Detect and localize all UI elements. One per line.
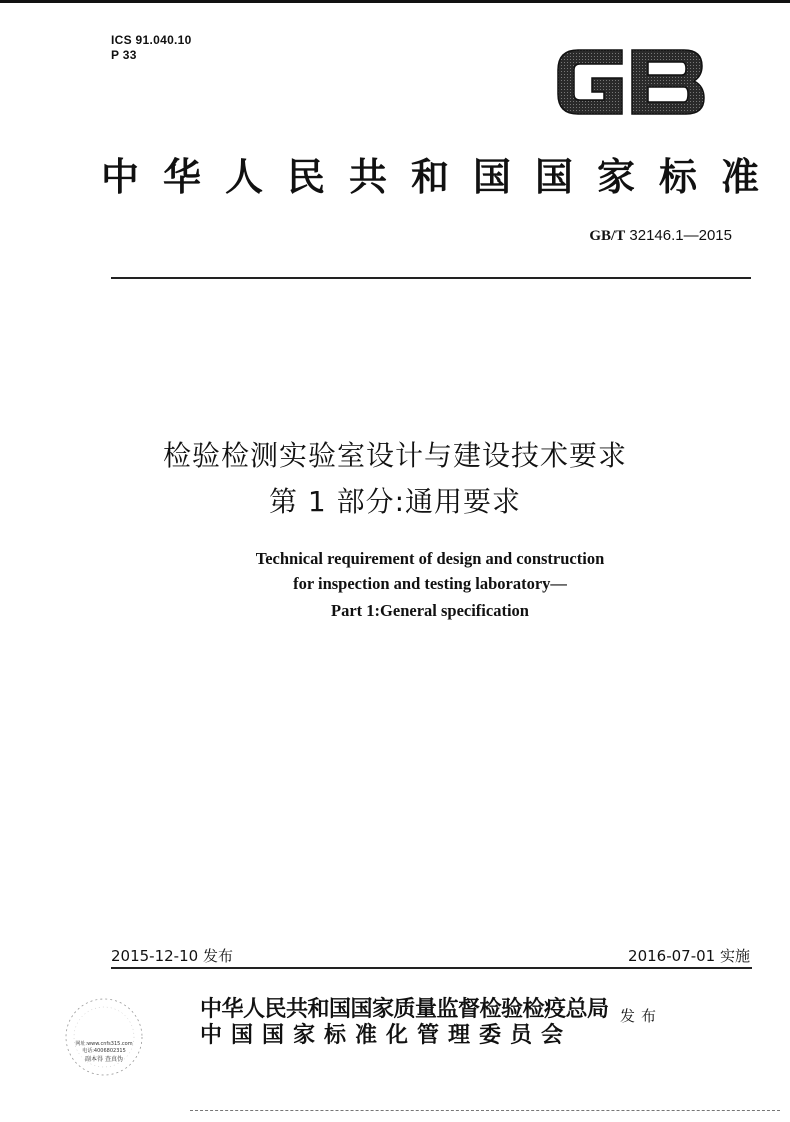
title-char: 准 <box>720 153 759 199</box>
header-divider <box>111 277 751 279</box>
title-char: 中 <box>100 153 139 199</box>
english-title-line2: for inspection and testing laboratory— <box>293 574 567 593</box>
title-char: 共 <box>348 153 387 199</box>
stamp-phone: 电话:4006802315 <box>82 1048 126 1054</box>
issuer-sac: 中国国家标准化管理委员会 <box>200 1022 573 1048</box>
standard-code: 32146.1—2015 <box>629 227 732 244</box>
chinese-title-line1: 检验检测实验室设计与建设技术要求 <box>162 439 627 472</box>
english-title-line1: Technical requirement of design and construction <box>255 549 605 568</box>
ccs-code: P 33 <box>111 48 137 62</box>
footer-divider <box>111 967 752 969</box>
standard-prefix: GB/T <box>589 228 626 244</box>
verification-stamp <box>62 995 146 1079</box>
national-standard-title <box>100 148 760 198</box>
top-border <box>0 0 790 3</box>
standard-number <box>520 227 732 245</box>
stamp-note: 副本得 查真伪 <box>85 1056 123 1063</box>
implementation-date: 2016-07-01 实施 <box>628 947 750 965</box>
classification-codes <box>111 33 192 63</box>
issuer-aqsiq: 中华人民共和国国家质量监督检验检疫总局 <box>200 996 609 1022</box>
chinese-title-line2: 第 1 部分:通用要求 <box>268 485 522 518</box>
title-char: 华 <box>162 153 201 199</box>
title-char: 民 <box>286 153 325 199</box>
stamp-seal-icon <box>62 995 146 1079</box>
gb-logo <box>552 44 708 120</box>
stamp-website: 网址:www.cnfs315.com <box>75 1041 133 1047</box>
title-char: 国 <box>472 153 511 199</box>
title-char: 和 <box>410 153 449 199</box>
ics-code: ICS 91.040.10 <box>111 33 192 47</box>
release-date: 2015-12-10 发布 <box>111 947 233 965</box>
title-char: 人 <box>224 153 263 199</box>
title-char: 标 <box>658 153 697 199</box>
bottom-scan-border <box>190 1110 780 1111</box>
title-char: 家 <box>596 153 635 199</box>
gb-logo-icon <box>552 44 708 120</box>
issued-label: 发布 <box>620 1007 663 1025</box>
english-title-line3: Part 1:General specification <box>331 601 529 620</box>
title-char: 国 <box>534 153 573 199</box>
